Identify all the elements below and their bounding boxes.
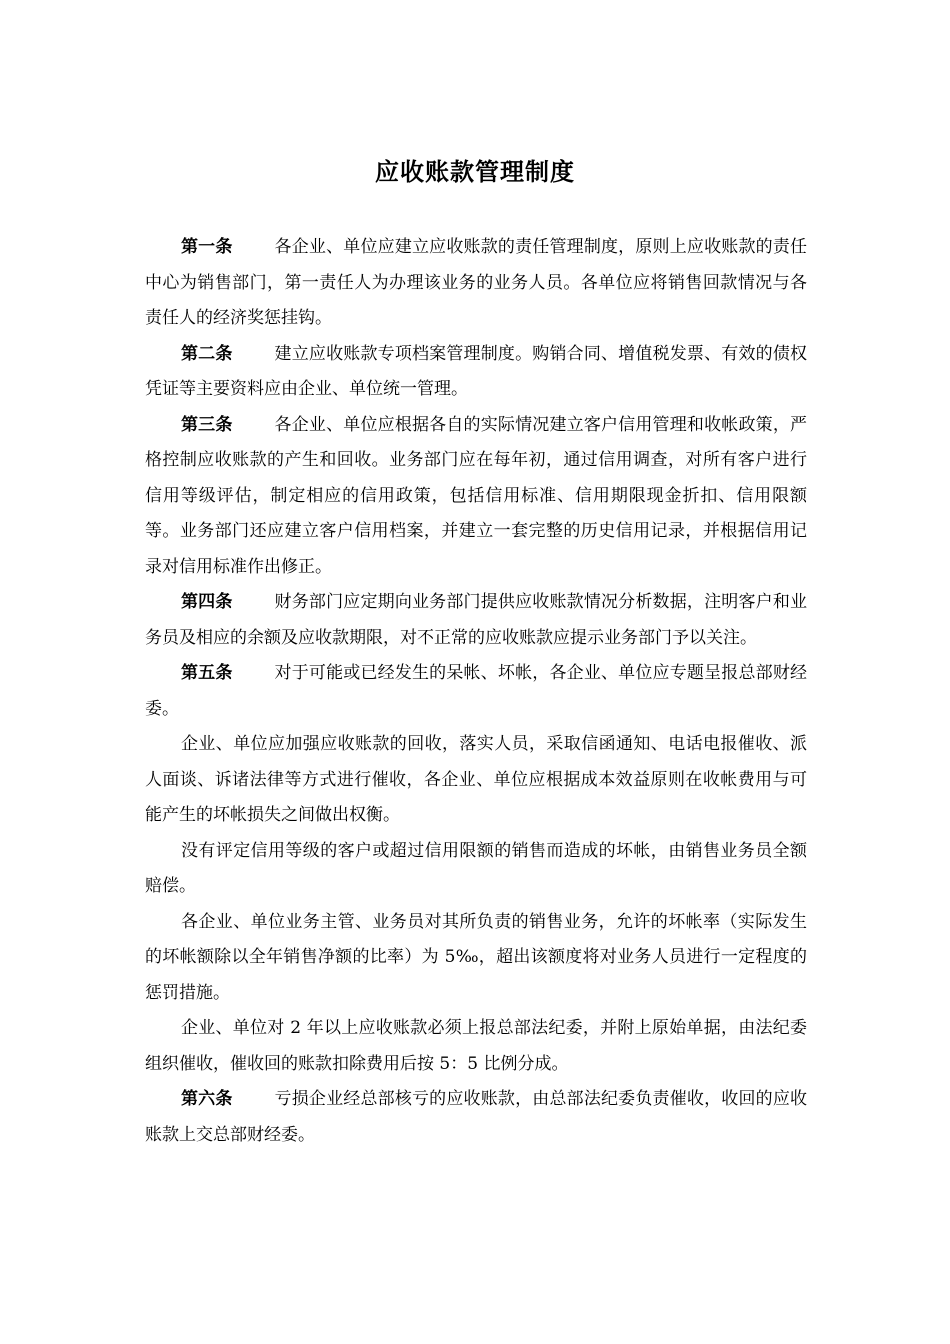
- paragraph-compensation: [145, 834, 807, 905]
- paragraph-text: 建立应收账款专项档案管理制度。购销合同、增值税发票、有效的债权凭证等主要资料应由企业、单位统一管理。: [145, 343, 807, 399]
- article-label: 第五条: [181, 663, 233, 683]
- article-label: 第二条: [181, 343, 233, 364]
- paragraph-collection: [145, 727, 807, 834]
- paragraph-article-1: [145, 230, 807, 337]
- article-label: 第一条: [181, 237, 233, 257]
- article-label: 第六条: [181, 1089, 233, 1109]
- paragraph-text: 各企业、单位应建立应收账款的责任管理制度，原则上应收账款的责任中心为销售部门，第一责任人为办理该业务的业务人员。各单位应将销售回款情况与各责任人的经济奖惩挂钩。: [145, 237, 807, 328]
- paragraph-bad-debt-rate: [145, 905, 807, 1012]
- paragraph-article-5: [145, 656, 807, 727]
- document-title: 应收账款管理制度: [375, 158, 575, 186]
- paragraph-text: 对于可能或已经发生的呆帐、坏帐，各企业、单位应专题呈报总部财经委。: [145, 663, 807, 719]
- document-body: [145, 230, 807, 1153]
- article-label: 第三条: [181, 414, 233, 435]
- paragraph-article-2: [145, 337, 807, 408]
- paragraph-text: 没有评定信用等级的客户或超过信用限额的销售而造成的坏帐，由销售业务员全额赔偿。: [145, 840, 807, 896]
- paragraph-text: 各企业、单位应根据各自的实际情况建立客户信用管理和收帐政策，严格控制应收账款的产生和回收。业务部门应在每年初，通过信用调查，对所有客户进行信用等级评估，制定相应的信用政策，包括信用标准、信用期限现金折扣、信用限额等。业务部门还应建立客户信用档案，并建立一套完整的历史信用记录，并根据信用记录对信用标准作出修正。: [145, 414, 807, 577]
- paragraph-text: 亏损企业经总部核亏的应收账款，由总部法纪委负责催收，收回的应收账款上交总部财经委。: [145, 1089, 807, 1145]
- paragraph-article-4: [145, 585, 807, 656]
- paragraph-text: 财务部门应定期向业务部门提供应收账款情况分析数据，注明客户和业务员及相应的余额及应收款期限，对不正常的应收账款应提示业务部门予以关注。: [145, 592, 807, 648]
- paragraph-text: 各企业、单位业务主管、业务员对其所负责的销售业务，允许的坏帐率（实际发生的坏帐额除以全年销售净额的比率）为 5‰，超出该额度将对业务人员进行一定程度的惩罚措施。: [145, 911, 807, 1003]
- article-label: 第四条: [181, 592, 233, 612]
- paragraph-article-6: [145, 1082, 807, 1153]
- paragraph-article-3: [145, 408, 807, 586]
- paragraph-overdue-reporting: [145, 1011, 807, 1082]
- paragraph-text: 企业、单位应加强应收账款的回收，落实人员，采取信函通知、电话电报催收、派人面谈、诉诸法律等方式进行催收，各企业、单位应根据成本效益原则在收帐费用与可能产生的坏帐损失之间做出权衡。: [145, 734, 807, 825]
- paragraph-text: 企业、单位对 2 年以上应收账款必须上报总部法纪委，并附上原始单据，由法纪委组织催收，催收回的账款扣除费用后按 5：5 比例分成。: [145, 1018, 807, 1074]
